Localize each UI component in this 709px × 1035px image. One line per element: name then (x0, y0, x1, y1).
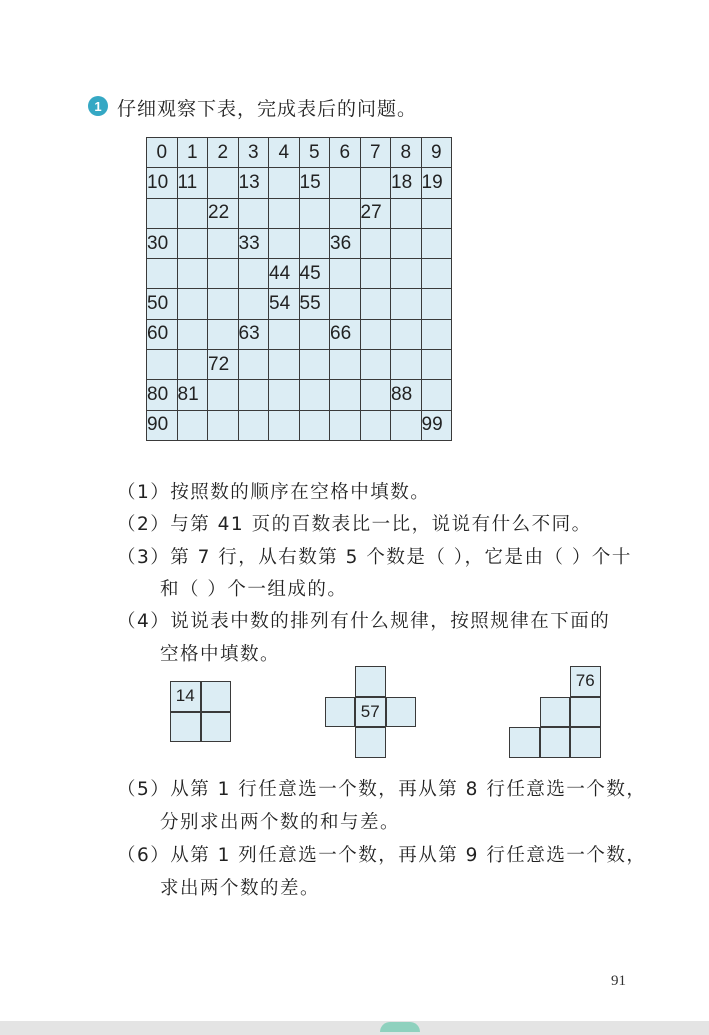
blank-cell[interactable] (421, 319, 452, 349)
sub-question-4: （4）说说表中数的排列有什么规律，按照规律在下面的 (117, 611, 611, 632)
blank-cell[interactable] (299, 410, 330, 440)
sub-question-4-cont: 空格中填数。 (160, 644, 281, 665)
blank-cell[interactable] (238, 410, 269, 440)
blank-cell[interactable] (330, 410, 361, 440)
blank-cell[interactable] (269, 198, 300, 228)
blank-cell[interactable] (177, 410, 208, 440)
blank-cell[interactable] (208, 259, 239, 289)
blank-cell[interactable] (360, 350, 391, 380)
number-cell: 33 (238, 228, 269, 258)
blank-cell[interactable] (177, 289, 208, 319)
number-cell: 18 (391, 168, 422, 198)
number-cell: 4 (269, 138, 300, 168)
sub-question-3: （3）第 7 行，从右数第 5 个数是（ ），它是由（ ）个十 (117, 547, 632, 568)
blank-cell[interactable] (299, 380, 330, 410)
number-cell: 66 (330, 319, 361, 349)
puzzle-blank-cell[interactable] (201, 681, 232, 712)
table-row (147, 138, 452, 168)
blank-cell[interactable] (360, 410, 391, 440)
blank-cell[interactable] (391, 198, 422, 228)
number-cell: 88 (391, 380, 422, 410)
puzzle-blank-cell[interactable] (201, 712, 232, 743)
number-cell: 90 (147, 410, 178, 440)
blank-cell[interactable] (360, 380, 391, 410)
blank-cell[interactable] (269, 319, 300, 349)
blank-cell[interactable] (330, 289, 361, 319)
puzzle-cross-given: 57 (355, 697, 386, 728)
page-number: 91 (611, 973, 626, 989)
blank-cell[interactable] (269, 380, 300, 410)
blank-cell[interactable] (421, 228, 452, 258)
blank-cell[interactable] (177, 319, 208, 349)
blank-cell[interactable] (391, 350, 422, 380)
table-row (147, 410, 452, 440)
blank-cell[interactable] (421, 289, 452, 319)
number-cell: 0 (147, 138, 178, 168)
table-row (147, 198, 452, 228)
number-cell: 9 (421, 138, 452, 168)
blank-cell[interactable] (269, 410, 300, 440)
puzzle-blank-cell[interactable] (540, 727, 571, 758)
blank-cell[interactable] (269, 350, 300, 380)
number-cell: 80 (147, 380, 178, 410)
blank-cell[interactable] (208, 319, 239, 349)
puzzle-blank-cell[interactable] (570, 727, 601, 758)
number-cell: 11 (177, 168, 208, 198)
blank-cell[interactable] (330, 380, 361, 410)
blank-cell[interactable] (421, 350, 452, 380)
blank-cell[interactable] (147, 350, 178, 380)
blank-cell[interactable] (421, 380, 452, 410)
blank-cell[interactable] (421, 198, 452, 228)
sub-question-3-cont: 和（ ）个一组成的。 (160, 579, 348, 600)
number-cell: 72 (208, 350, 239, 380)
number-cell: 63 (238, 319, 269, 349)
blank-cell[interactable] (238, 380, 269, 410)
blank-cell[interactable] (177, 228, 208, 258)
blank-cell[interactable] (177, 350, 208, 380)
sub-question-5: （5）从第 1 行任意选一个数，再从第 8 行任意选一个数， (117, 779, 647, 800)
puzzle-blank-cell[interactable] (325, 697, 356, 728)
number-cell: 19 (421, 168, 452, 198)
blank-cell[interactable] (391, 410, 422, 440)
blank-cell[interactable] (330, 350, 361, 380)
number-cell: 2 (208, 138, 239, 168)
puzzle-stairs-given: 76 (570, 666, 601, 697)
table-row (147, 319, 452, 349)
puzzle-blank-cell[interactable] (355, 666, 386, 697)
puzzle-blank-cell[interactable] (570, 697, 601, 728)
number-cell: 3 (238, 138, 269, 168)
sub-question-5-cont: 分别求出两个数的和与差。 (160, 812, 401, 833)
blank-cell[interactable] (391, 259, 422, 289)
table-row (147, 168, 452, 198)
blank-cell[interactable] (360, 259, 391, 289)
blank-cell[interactable] (177, 198, 208, 228)
blank-cell[interactable] (330, 168, 361, 198)
blank-cell[interactable] (360, 289, 391, 319)
blank-cell[interactable] (269, 168, 300, 198)
blank-cell[interactable] (238, 259, 269, 289)
blank-cell[interactable] (238, 198, 269, 228)
blank-cell[interactable] (360, 319, 391, 349)
blank-cell[interactable] (147, 259, 178, 289)
blank-cell[interactable] (360, 168, 391, 198)
table-row (147, 228, 452, 258)
blank-cell[interactable] (177, 259, 208, 289)
blank-cell[interactable] (391, 228, 422, 258)
blank-cell[interactable] (391, 319, 422, 349)
blank-cell[interactable] (208, 289, 239, 319)
number-table (146, 137, 452, 441)
number-cell: 5 (299, 138, 330, 168)
table-row (147, 380, 452, 410)
number-cell: 50 (147, 289, 178, 319)
number-cell: 81 (177, 380, 208, 410)
number-cell: 7 (360, 138, 391, 168)
question-title: 仔细观察下表，完成表后的问题。 (117, 98, 418, 120)
blank-cell[interactable] (147, 198, 178, 228)
blank-cell[interactable] (421, 259, 452, 289)
bottom-bar (0, 1021, 709, 1035)
bottom-tab (380, 1022, 420, 1032)
table-row (147, 350, 452, 380)
number-cell: 99 (421, 410, 452, 440)
puzzle-blank-cell[interactable] (540, 697, 571, 728)
puzzle-blank-cell[interactable] (509, 727, 540, 758)
blank-cell[interactable] (299, 228, 330, 258)
number-cell: 45 (299, 259, 330, 289)
number-cell: 8 (391, 138, 422, 168)
blank-cell[interactable] (208, 380, 239, 410)
blank-cell[interactable] (330, 198, 361, 228)
number-cell: 13 (238, 168, 269, 198)
blank-cell[interactable] (299, 319, 330, 349)
sub-question-2: （2）与第 41 页的百数表比一比，说说有什么不同。 (117, 514, 592, 535)
number-cell: 55 (299, 289, 330, 319)
blank-cell[interactable] (238, 350, 269, 380)
sub-question-6-cont: 求出两个数的差。 (160, 878, 321, 899)
blank-cell[interactable] (299, 350, 330, 380)
puzzle-blank-cell[interactable] (355, 727, 386, 758)
number-cell: 22 (208, 198, 239, 228)
number-cell: 60 (147, 319, 178, 349)
blank-cell[interactable] (238, 289, 269, 319)
number-cell: 44 (269, 259, 300, 289)
sub-question-6: （6）从第 1 列任意选一个数，再从第 9 行任意选一个数， (117, 845, 647, 866)
blank-cell[interactable] (208, 168, 239, 198)
blank-cell[interactable] (360, 228, 391, 258)
puzzle-square-given: 14 (170, 681, 201, 712)
number-cell: 6 (330, 138, 361, 168)
table-row (147, 259, 452, 289)
number-cell: 27 (360, 198, 391, 228)
number-cell: 54 (269, 289, 300, 319)
blank-cell[interactable] (208, 410, 239, 440)
number-cell: 36 (330, 228, 361, 258)
puzzle-blank-cell[interactable] (386, 697, 417, 728)
number-cell: 30 (147, 228, 178, 258)
blank-cell[interactable] (330, 259, 361, 289)
blank-cell[interactable] (391, 289, 422, 319)
sub-question-1: （1）按照数的顺序在空格中填数。 (117, 482, 431, 503)
blank-cell[interactable] (299, 198, 330, 228)
number-cell: 10 (147, 168, 178, 198)
blank-cell[interactable] (208, 228, 239, 258)
number-cell: 1 (177, 138, 208, 168)
number-cell: 15 (299, 168, 330, 198)
puzzle-blank-cell[interactable] (170, 712, 201, 743)
blank-cell[interactable] (269, 228, 300, 258)
question-number-badge: 1 (88, 96, 108, 116)
table-row (147, 289, 452, 319)
